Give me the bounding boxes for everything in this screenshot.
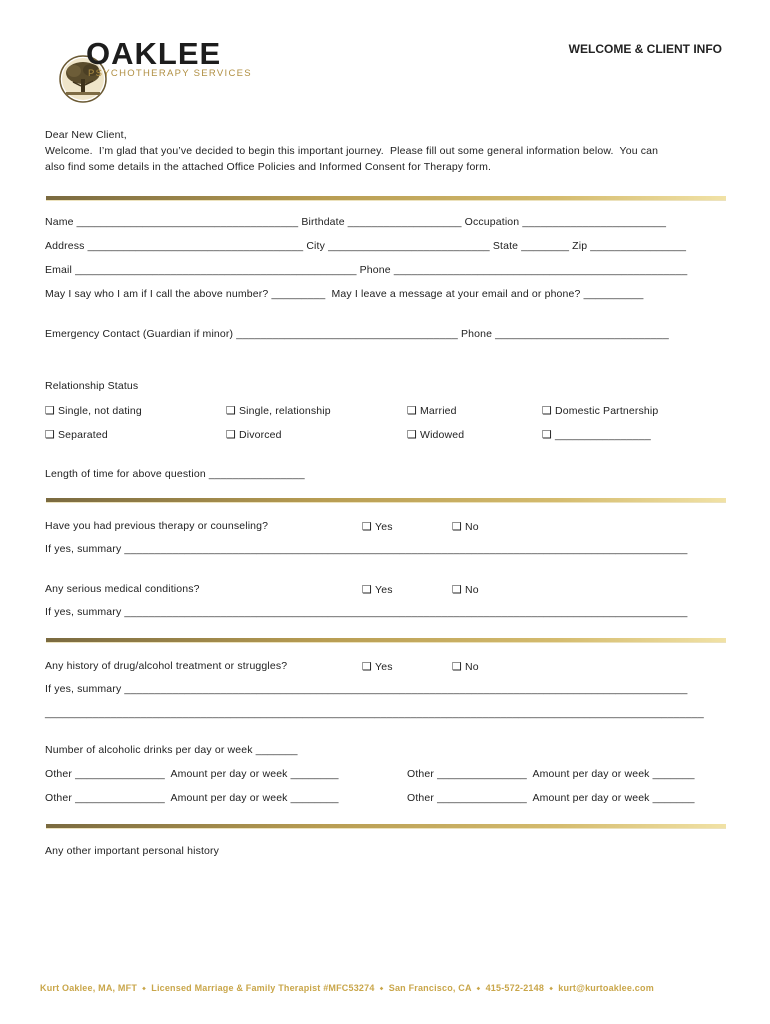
name-birthdate-occupation-row[interactable]: Name _____________________________________ Birthdate ___________________ Occupation ________________________ xyxy=(45,216,667,228)
option-single-relationship[interactable]: ❑ Single, relationship xyxy=(226,404,331,417)
option-widowed[interactable]: ❑ Widowed xyxy=(407,428,465,441)
relationship-status-label: Relationship Status xyxy=(45,380,139,392)
checkbox-icon[interactable]: ❑ xyxy=(542,404,553,417)
footer-contact: Kurt Oaklee, MA, MFT ⬩ Licensed Marriage & Family Therapist #MFC53274 ⬩ San Francisco, CA ⬩ 415-572-2148 ⬩ kurt@kurtoaklee.com xyxy=(40,983,654,993)
other-substance-row-left-1[interactable]: Other _______________ Amount per day or week ________ xyxy=(45,768,339,780)
option-divorced[interactable]: ❑ Divorced xyxy=(226,428,282,441)
therapy-question: Have you had previous therapy or counseling? xyxy=(45,520,269,532)
checkbox-icon[interactable]: ❑ xyxy=(362,583,373,596)
checkbox-icon[interactable]: ❑ xyxy=(45,404,56,417)
option-other-relationship[interactable]: ❑ ________________ xyxy=(542,428,651,441)
intro-line-2: also find some details in the attached Office Policies and Informed Consent for Therapy form. xyxy=(45,161,492,173)
medical-yes-option[interactable]: ❑ Yes xyxy=(362,583,393,596)
intro-line-1: Welcome. I’m glad that you’ve decided to begin this important journey. Please fill out some general information below. You can xyxy=(45,145,659,157)
relationship-length-row[interactable]: Length of time for above question ________________ xyxy=(45,468,305,480)
option-single-not-dating[interactable]: ❑ Single, not dating xyxy=(45,404,142,417)
page-title: WELCOME & CLIENT INFO xyxy=(568,42,722,56)
checkbox-icon[interactable]: ❑ xyxy=(407,404,418,417)
drug-yes-option[interactable]: ❑ Yes xyxy=(362,660,393,673)
section-divider xyxy=(46,196,726,201)
drug-no-option[interactable]: ❑ No xyxy=(452,660,479,673)
checkbox-icon[interactable]: ❑ xyxy=(226,428,237,441)
other-substance-row-right-1[interactable]: Other _______________ Amount per day or week _______ xyxy=(407,768,695,780)
drug-summary-extra-line[interactable]: ______________________________________________________________________________________________________________ xyxy=(45,707,704,719)
drug-summary-row[interactable]: If yes, summary ______________________________________________________________________________________________ xyxy=(45,683,688,695)
checkbox-icon[interactable]: ❑ xyxy=(452,660,463,673)
checkbox-icon[interactable]: ❑ xyxy=(362,520,373,533)
section-divider xyxy=(46,824,726,829)
checkbox-icon[interactable]: ❑ xyxy=(452,583,463,596)
section-divider xyxy=(46,498,726,503)
address-city-state-zip-row[interactable]: Address ____________________________________ City ___________________________ State ________ Zip ________________ xyxy=(45,240,687,252)
checkbox-icon[interactable]: ❑ xyxy=(407,428,418,441)
therapy-yes-option[interactable]: ❑ Yes xyxy=(362,520,393,533)
section-divider xyxy=(46,638,726,643)
logo-title: OAKLEE xyxy=(86,36,222,71)
checkbox-icon[interactable]: ❑ xyxy=(45,428,56,441)
option-separated[interactable]: ❑ Separated xyxy=(45,428,108,441)
other-substance-row-left-2[interactable]: Other _______________ Amount per day or week ________ xyxy=(45,792,339,804)
other-substance-row-right-2[interactable]: Other _______________ Amount per day or week _______ xyxy=(407,792,695,804)
email-phone-row[interactable]: Email _______________________________________________ Phone _________________________________________________ xyxy=(45,264,688,276)
logo-subtitle: PSYCHOTHERAPY SERVICES xyxy=(88,68,252,79)
salutation: Dear New Client, xyxy=(45,129,127,141)
medical-question: Any serious medical conditions? xyxy=(45,583,200,595)
personal-history-label: Any other important personal history xyxy=(45,845,220,857)
checkbox-icon[interactable]: ❑ xyxy=(542,428,553,441)
checkbox-icon[interactable]: ❑ xyxy=(362,660,373,673)
checkbox-icon[interactable]: ❑ xyxy=(226,404,237,417)
option-domestic-partnership[interactable]: ❑ Domestic Partnership xyxy=(542,404,659,417)
option-married[interactable]: ❑ Married xyxy=(407,404,457,417)
checkbox-icon[interactable]: ❑ xyxy=(452,520,463,533)
medical-summary-row[interactable]: If yes, summary ______________________________________________________________________________________________ xyxy=(45,606,688,618)
therapy-no-option[interactable]: ❑ No xyxy=(452,520,479,533)
emergency-contact-row[interactable]: Emergency Contact (Guardian if minor) _____________________________________ Phone _____________________________ xyxy=(45,328,669,340)
therapy-summary-row[interactable]: If yes, summary ______________________________________________________________________________________________ xyxy=(45,543,688,555)
permission-row[interactable]: May I say who I am if I call the above number? _________ May I leave a message at your email and or phone? __________ xyxy=(45,288,644,300)
alcoholic-drinks-row[interactable]: Number of alcoholic drinks per day or week _______ xyxy=(45,744,298,756)
medical-no-option[interactable]: ❑ No xyxy=(452,583,479,596)
drug-question: Any history of drug/alcohol treatment or struggles? xyxy=(45,660,288,672)
